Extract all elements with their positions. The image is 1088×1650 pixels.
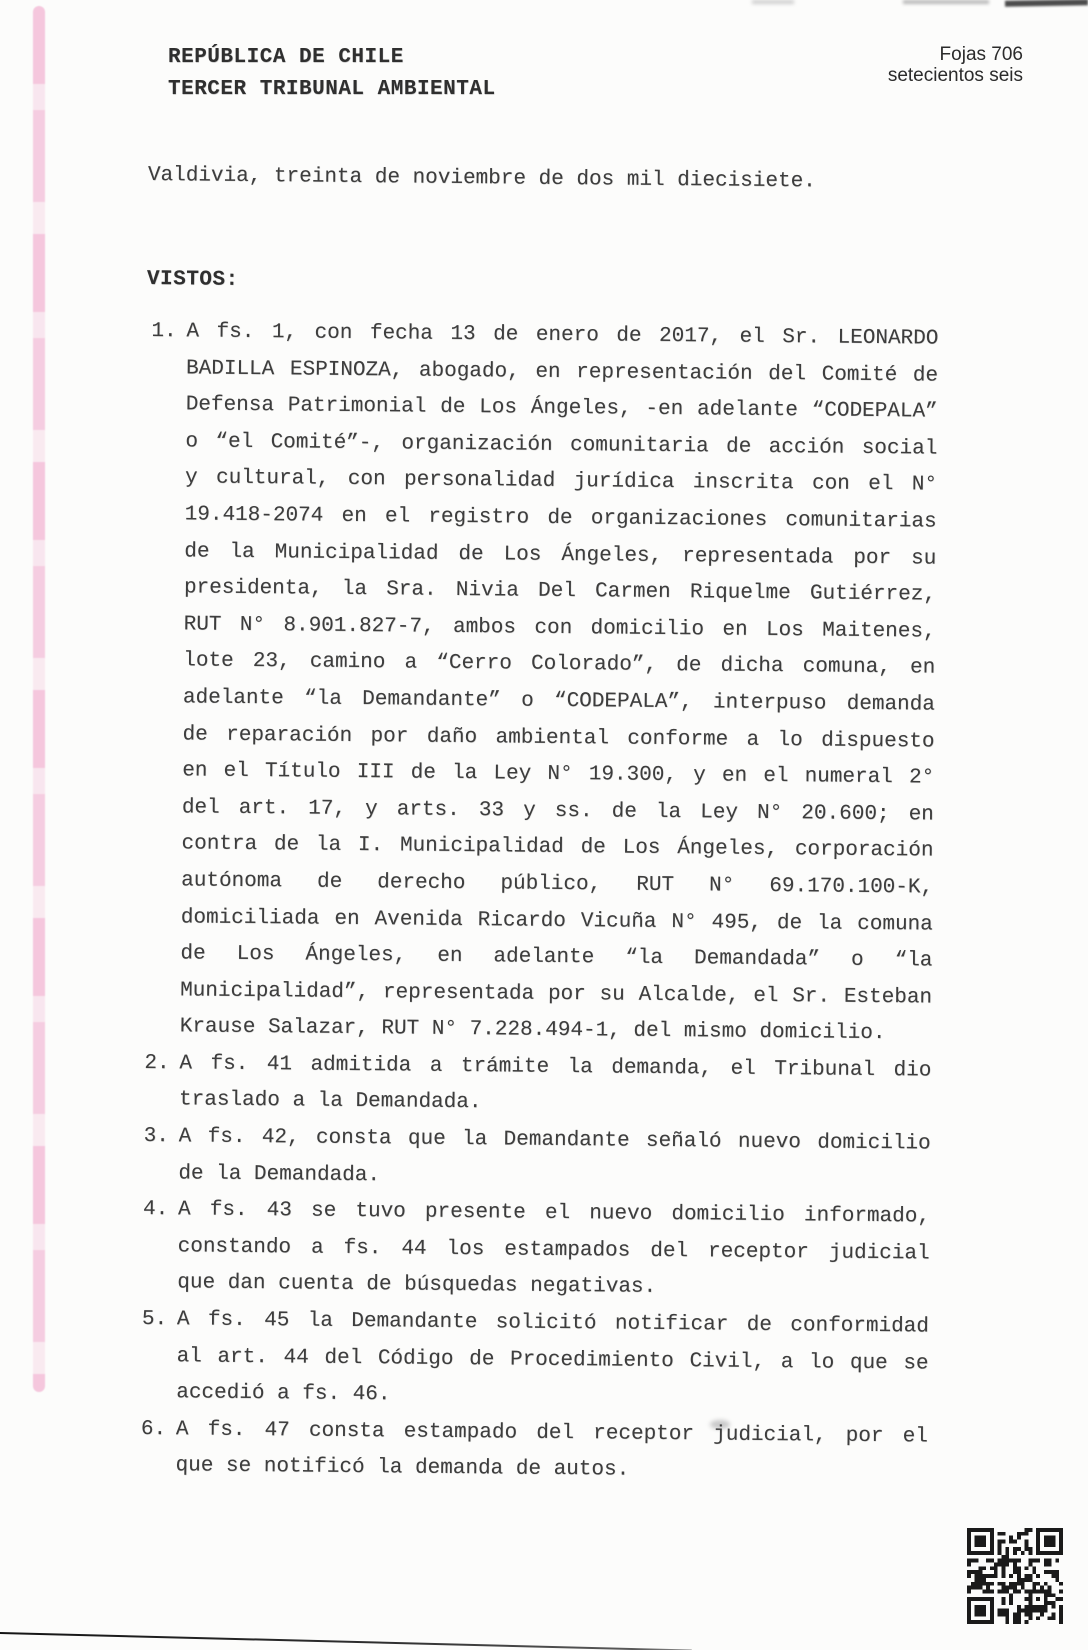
list-item <box>140 1412 928 1493</box>
item-number: 6. <box>140 1417 167 1442</box>
scan-smudge-artifact <box>903 0 989 4</box>
text-line: A fs. 43 se tuvo presente el nuevo domicilio informado, <box>177 1198 931 1229</box>
item-number: 3. <box>143 1125 170 1149</box>
item-number: 1. <box>151 320 177 344</box>
qr-code-image <box>967 1528 1063 1624</box>
text-line: en el Título III de la Ley N° 19.300, y en el numeral 2° <box>182 759 935 790</box>
item-lines <box>180 314 939 1053</box>
text-line: domiciliada en Avenida Ricardo Vicuña N° 495, de la comuna <box>180 905 933 937</box>
text-line: A fs. 45 la Demandante solicitó notificar de conformidad <box>176 1308 930 1339</box>
item-lines <box>175 1412 928 1492</box>
list-item <box>142 1192 930 1309</box>
list-item <box>144 1046 932 1127</box>
text-line: de Los Ángeles, en adelante “la Demandada” o “la <box>180 942 933 973</box>
text-line: accedió a fs. 46. <box>176 1381 391 1407</box>
text-line: A fs. 47 consta estampado del receptor judicial, por el <box>175 1418 928 1449</box>
text-line: o “el Comité”-, organización comunitaria de acción social <box>185 430 938 461</box>
item-lines <box>176 1302 929 1419</box>
dateline: Valdivia, treinta de noviembre de dos mil diecisiete. <box>147 163 816 194</box>
text-line: constando a fs. 44 los estampados del receptor judicial <box>177 1235 930 1266</box>
list-item <box>141 1302 929 1419</box>
text-line: de reparación por daño ambiental conforme a lo dispuesto <box>182 722 935 754</box>
text-line: y cultural, con personalidad jurídica inscrita con el N° <box>184 466 938 497</box>
text-line: de la Demandada. <box>178 1161 381 1187</box>
text-line: A fs. 41 admitida a trámite la demanda, el Tribunal dio <box>179 1052 932 1083</box>
folio-number: Fojas 706 <box>939 44 1023 65</box>
text-line: traslado a la Demandada. <box>178 1088 482 1115</box>
text-line: contra de la I. Municipalidad de Los Ángeles, corporación <box>181 832 934 863</box>
section-heading-vistos: VISTOS: <box>146 267 239 292</box>
item-number: 4. <box>142 1198 169 1222</box>
text-line: al art. 44 del Código de Procedimiento Civil, a lo que se <box>176 1344 929 1376</box>
list-item <box>143 1119 931 1200</box>
list-item <box>145 314 939 1053</box>
text-line: autónoma de derecho público, RUT N° 69.170.100-K, <box>181 869 934 900</box>
item-lines <box>179 1046 932 1126</box>
text-line: A fs. 42, consta que la Demandante señaló nuevo domicilio <box>178 1125 931 1156</box>
institution-name: REPÚBLICA DE CHILE <box>168 46 404 69</box>
item-lines <box>178 1119 931 1199</box>
item-number: 2. <box>144 1051 170 1076</box>
text-line: presidenta, la Sra. Nivia Del Carmen Riquelme Gutiérrez, <box>183 576 937 607</box>
text-line: RUT N° 8.901.827-7, ambos con domicilio en Los Maitenes, <box>183 613 936 644</box>
text-line: adelante “la Demandante” o “CODEPALA”, interpuso demanda <box>182 686 936 717</box>
item-lines <box>177 1193 930 1310</box>
text-line: que se notificó la demanda de autos. <box>175 1454 630 1483</box>
item-number: 5. <box>141 1308 168 1332</box>
text-line: Defensa Patrimonial de Los Ángeles, -en adelante “CODEPALA” <box>185 393 938 424</box>
text-line: 19.418-2074 en el registro de organizaciones comunitarias <box>184 503 937 534</box>
text-line: lote 23, camino a “Cerro Colorado”, de dicha comuna, en <box>183 649 936 680</box>
text-line: de la Municipalidad de Los Ángeles, representada por su <box>184 539 937 571</box>
text-line: Krause Salazar, RUT N° 7.228.494-1, del mismo domicilio. <box>179 1015 886 1046</box>
text-line: A fs. 1, con fecha 13 de enero de 2017, el Sr. LEONARDO <box>186 320 939 351</box>
folio-words: setecientos seis <box>887 65 1023 86</box>
scan-smudge-artifact <box>752 0 794 4</box>
text-line: del art. 17, y arts. 33 y ss. de la Ley N° 20.600; en <box>181 796 934 827</box>
tribunal-name: TERCER TRIBUNAL AMBIENTAL <box>168 78 496 101</box>
text-line: que dan cuenta de búsquedas negativas. <box>177 1271 657 1300</box>
text-line: BADILLA ESPINOZA, abogado, en representación del Comité de <box>185 356 939 388</box>
scan-smudge-artifact <box>1005 0 1088 7</box>
vistos-list <box>140 314 938 1493</box>
text-line: Municipalidad”, representada por su Alcalde, el Sr. Esteban <box>180 979 933 1010</box>
